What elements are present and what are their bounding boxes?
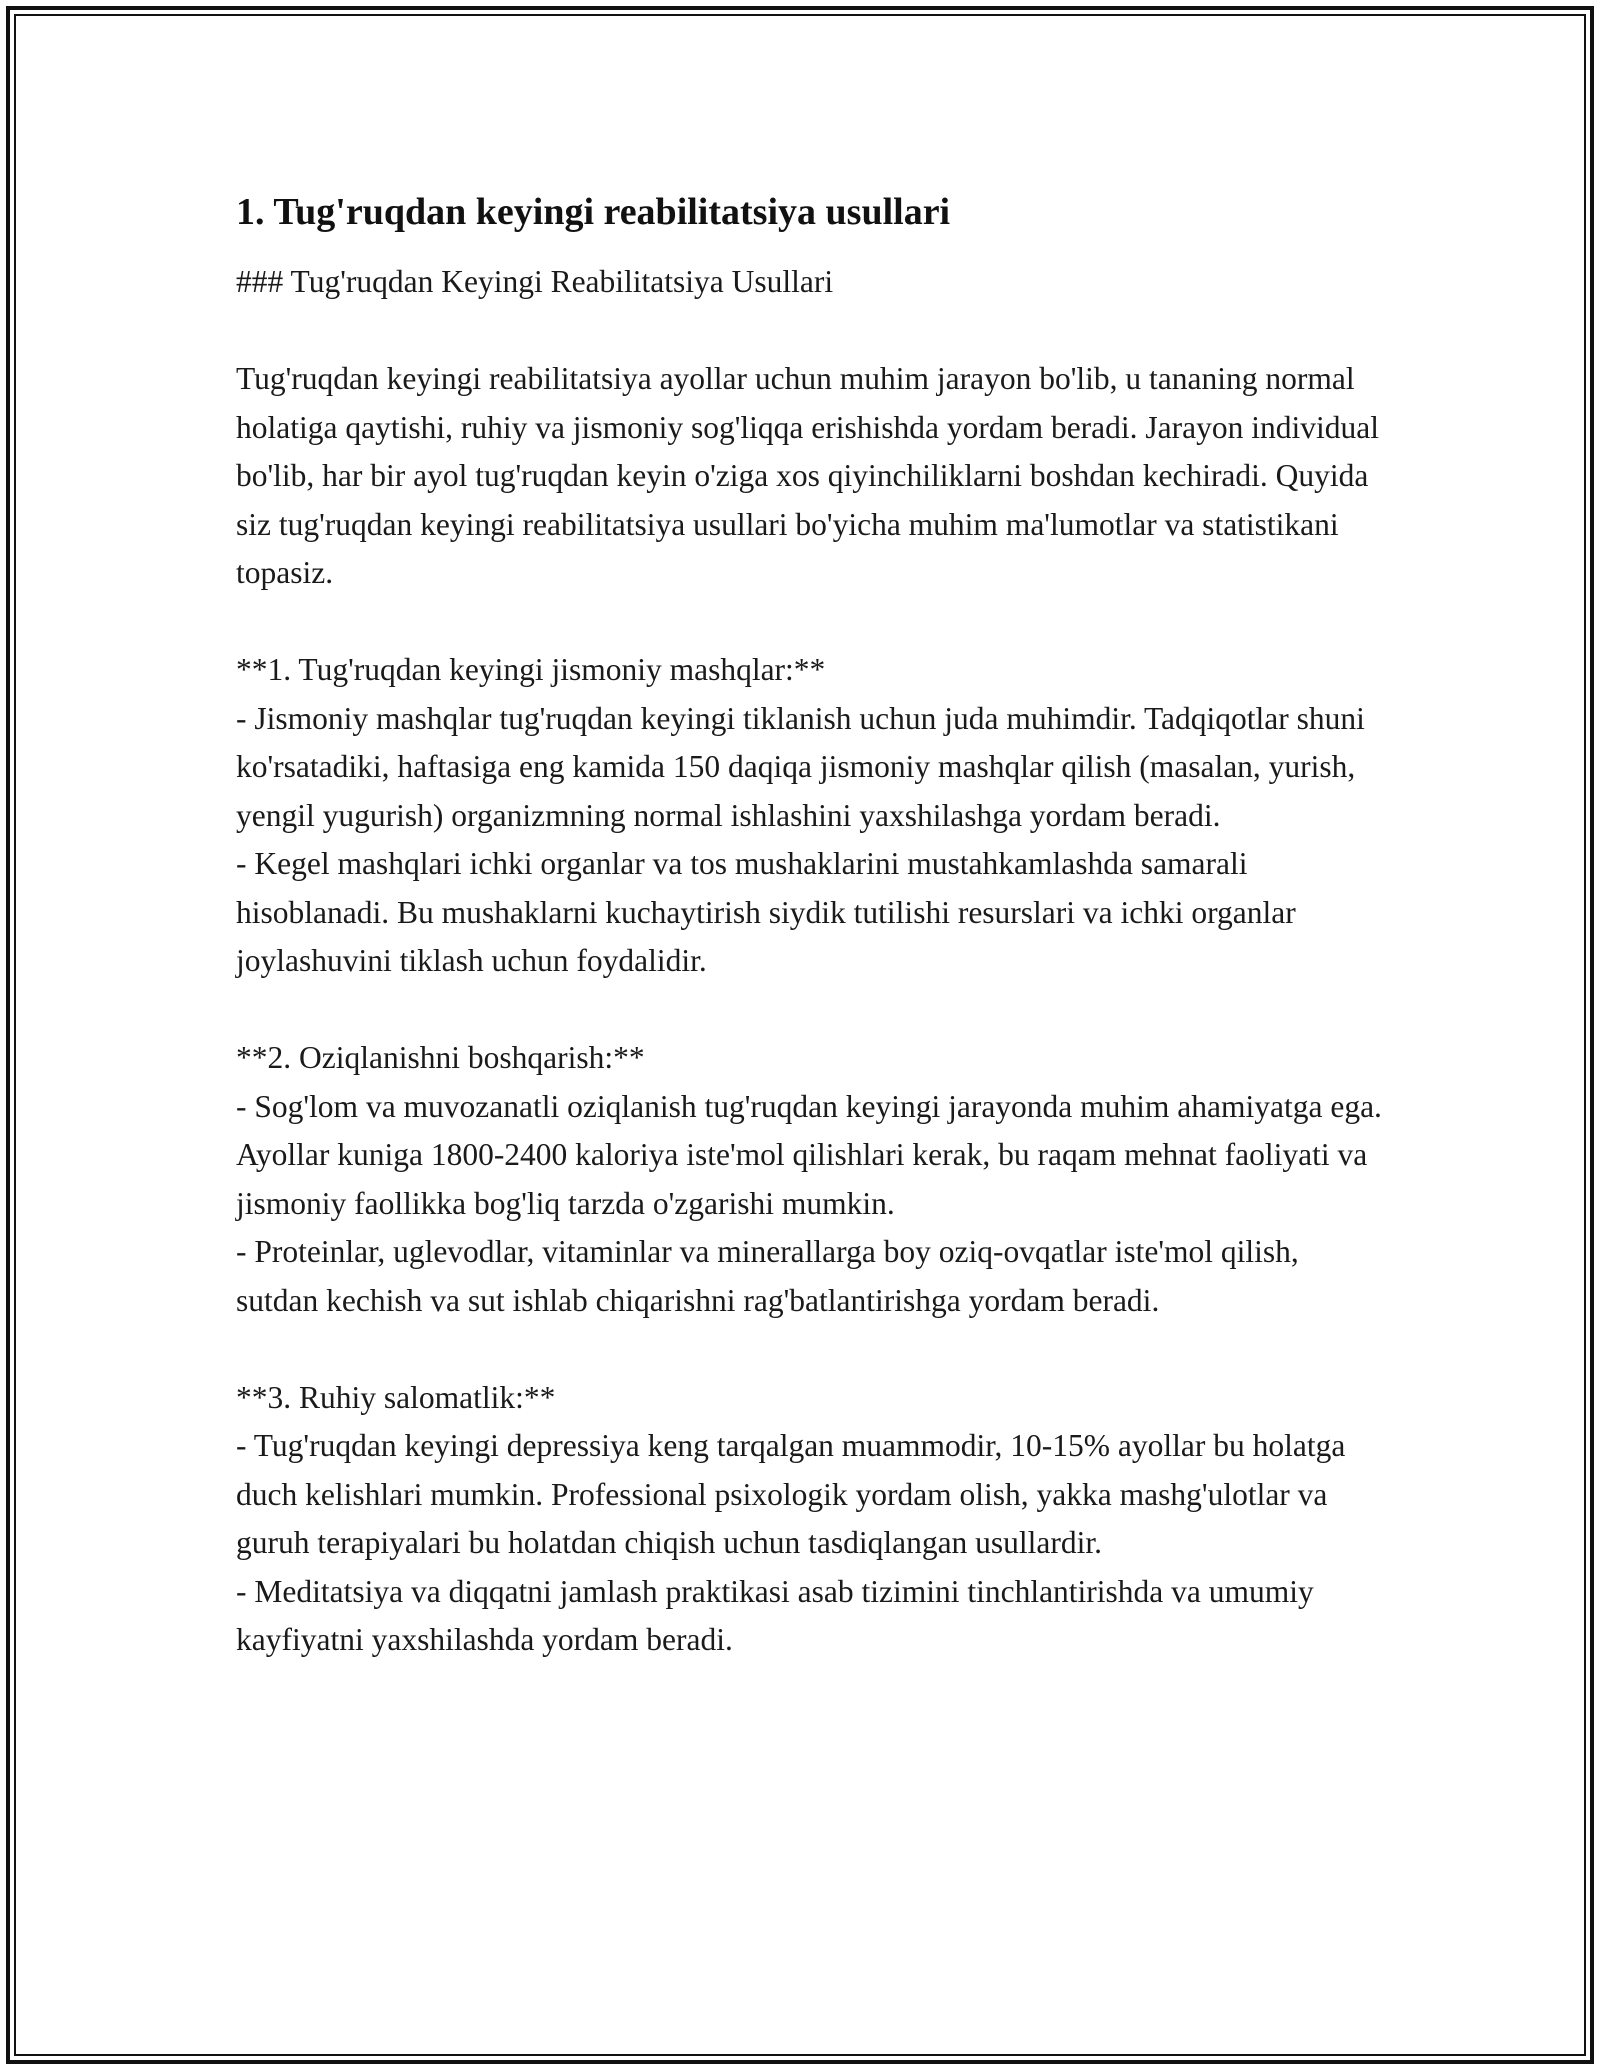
spacer (236, 1325, 1386, 1374)
spacer (236, 986, 1386, 1035)
list-item: - Kegel mashqlari ichki organlar va tos mushaklarini mustahkamlashda samarali hisoblanadi. Bu mushaklarni kuchaytirish siydik tutilishi resurslari va ichki organlar joylashuvini tiklash uchun foydalidir. (236, 846, 1296, 978)
spacer (236, 307, 1386, 356)
document-body (236, 186, 1386, 1665)
list-item: - Proteinlar, uglevodlar, vitaminlar va minerallarga boy oziq-ovqatlar iste'mol qilish, sutdan kechish va sut ishlab chiqarishni rag'batlantirishga yordam beradi. (236, 1234, 1299, 1318)
document-title: 1. Tug'ruqdan keyingi reabilitatsiya usullari (236, 191, 951, 233)
list-item: - Meditatsiya va diqqatni jamlash praktikasi asab tizimini tinchlantirishda va umumiy kayfiyatni yaxshilashda yordam beradi. (236, 1573, 1314, 1657)
section-physical-exercise (236, 646, 1386, 986)
list-item: - Sog'lom va muvozanatli oziqlanish tug'ruqdan keyingi jarayonda muhim ahamiyatga ega. Ayollar kuniga 1800-2400 kaloriya iste'mol qilishlari kerak, bu raqam mehnat faoliyati va jismoniy faollikka bog'liq tarzda o'zgarishi mumkin. (236, 1088, 1382, 1221)
section-heading: **2. Oziqlanishni boshqarish:** (236, 1040, 645, 1075)
section-mental-health (236, 1374, 1386, 1665)
section-heading: **1. Tug'ruqdan keyingi jismoniy mashqlar:** (236, 652, 826, 687)
list-item: - Tug'ruqdan keyingi depressiya keng tarqalgan muammodir, 10-15% ayollar bu holatga duch kelishlari mumkin. Professional psixologik yordam olish, yakka mashg'ulotlar va guruh terapiyalari bu holatdan chiqish uchun tasdiqlangan usullardir. (236, 1428, 1346, 1560)
spacer (236, 598, 1386, 647)
section-nutrition (236, 1034, 1386, 1325)
intro-paragraph: Tug'ruqdan keyingi reabilitatsiya ayollar uchun muhim jarayon bo'lib, u tananing normal holatiga qaytishi, ruhiy va jismoniy sog'liqqa erishishda yordam beradi. Jarayon individual bo'lib, har bir ayol tug'ruqdan keyin o'ziga xos qiyinchiliklarni boshdan kechiradi. Quyida siz tug'ruqdan keyingi reabilitatsiya usullari bo'yicha muhim ma'lumotlar va statistikani topasiz. (236, 361, 1379, 590)
subheading: ### Tug'ruqdan Keyingi Reabilitatsiya Usullari (236, 264, 834, 299)
section-heading: **3. Ruhiy salomatlik:** (236, 1379, 556, 1415)
list-item: - Jismoniy mashqlar tug'ruqdan keyingi tiklanish uchun juda muhimdir. Tadqiqotlar shuni ko'rsatadiki, haftasiga eng kamida 150 daqiqa jismoniy mashqlar qilish (masalan, yurish, yengil yugurish) organizmning normal ishlashini yaxshilashga yordam beradi. (236, 700, 1365, 833)
